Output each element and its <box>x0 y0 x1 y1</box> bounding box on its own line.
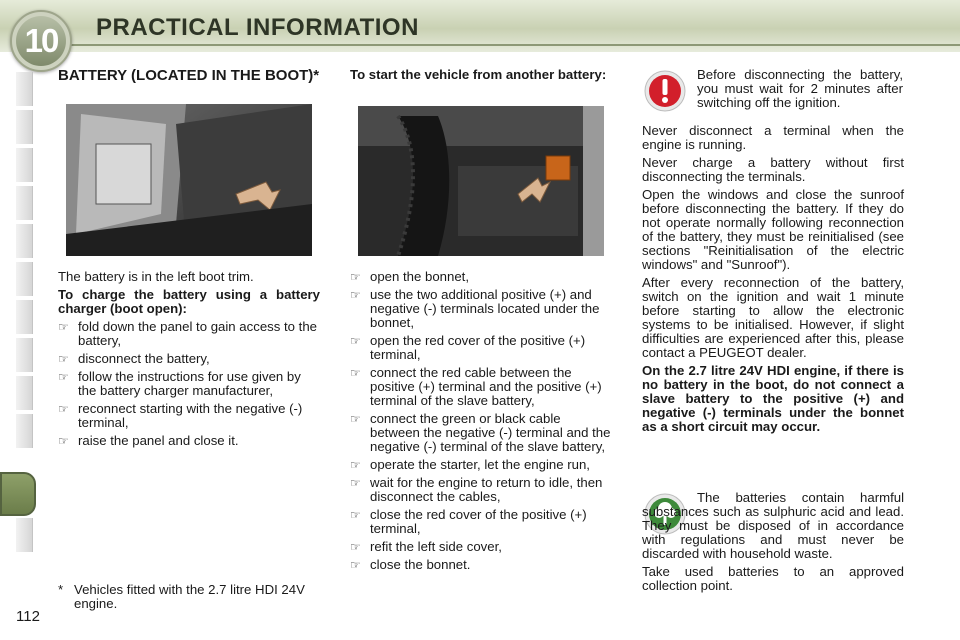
engine-illustration <box>358 106 604 256</box>
step-text: follow the instructions for use given by the battery charger manufacturer, <box>78 369 301 398</box>
pointing-hand-icon: ☞ <box>350 458 361 472</box>
chapter-tab[interactable] <box>16 186 33 220</box>
chapter-tab[interactable] <box>16 338 33 372</box>
pointing-hand-icon: ☞ <box>350 270 361 284</box>
boot-battery-photo <box>66 104 312 256</box>
step-text: close the bonnet. <box>370 557 471 572</box>
paragraph: After every reconnection of the battery, switch on the ignition and wait 1 minute before starting to allow the electronic systems to be initialised. However, if slight difficulties are experienced after this, please contact a PEUGEOT dealer. <box>642 275 904 360</box>
pointing-hand-icon: ☞ <box>58 320 69 334</box>
chapter-tab[interactable] <box>16 262 33 296</box>
pointing-hand-icon: ☞ <box>350 288 361 302</box>
charge-steps-list <box>58 320 320 448</box>
list-item <box>350 270 612 284</box>
environment-note <box>642 491 904 597</box>
list-item <box>350 412 612 454</box>
pointing-hand-icon: ☞ <box>350 508 361 522</box>
list-item <box>58 370 320 398</box>
step-text: refit the left side cover, <box>370 539 502 554</box>
battery-location-text: The battery is in the left boot trim. <box>58 269 254 284</box>
pointing-hand-icon: ☞ <box>350 476 361 490</box>
pointing-hand-icon: ☞ <box>350 334 361 348</box>
chapter-tab[interactable] <box>16 414 33 448</box>
list-item <box>58 402 320 430</box>
jump-start-steps-list <box>350 270 612 572</box>
list-item <box>350 476 612 504</box>
chapter-tabs <box>0 72 32 572</box>
step-text: fold down the panel to gain access to the battery, <box>78 319 318 348</box>
jump-start-heading: To start the vehicle from another battery: <box>350 67 607 82</box>
footnote <box>58 583 320 611</box>
list-item <box>58 352 320 366</box>
list-item <box>350 508 612 536</box>
pointing-hand-icon: ☞ <box>58 402 69 416</box>
paragraph: Open the windows and close the sunroof before disconnecting the battery. If they do not operate normally following reconnection of the battery, they must be reinitialised (see sections "Reinitialisation of the electric windows" and "Sunroof"). <box>642 187 904 272</box>
list-item <box>58 320 320 348</box>
page-title: PRACTICAL INFORMATION <box>96 14 419 41</box>
chapter-tab[interactable] <box>16 300 33 334</box>
list-item <box>350 288 612 330</box>
list-item <box>350 558 612 572</box>
exclamation-warning-icon <box>644 70 686 112</box>
list-item <box>350 334 612 362</box>
step-text: wait for the engine to return to idle, then disconnect the cables, <box>370 475 603 504</box>
collection-point-text: Take used batteries to an approved collection point. <box>642 564 904 593</box>
warning-note <box>697 68 903 114</box>
warning-text: Before disconnecting the battery, you must wait for 2 minutes after switching off the ignition. <box>697 67 903 110</box>
pointing-hand-icon: ☞ <box>58 370 69 384</box>
environment-text: The batteries contain harmful substances such as sulphuric acid and lead. They must be disposed of in accordance with regulations and must never be discarded with household waste. <box>642 490 904 561</box>
step-text: close the red cover of the positive (+) terminal, <box>370 507 587 536</box>
chapter-number: 10 <box>16 16 66 66</box>
pointing-hand-icon: ☞ <box>58 434 69 448</box>
pointing-hand-icon: ☞ <box>350 540 361 554</box>
chapter-tab-active[interactable] <box>0 472 36 516</box>
boot-illustration <box>66 104 312 256</box>
step-text: connect the green or black cable between the negative (-) terminal and the negative (-) terminal of the slave battery, <box>370 411 611 454</box>
chapter-tab[interactable] <box>16 72 33 106</box>
step-text: use the two additional positive (+) and negative (-) terminals located under the bonnet, <box>370 287 600 330</box>
chapter-badge <box>10 10 72 72</box>
step-text: open the bonnet, <box>370 269 469 284</box>
chapter-tab[interactable] <box>16 148 33 182</box>
pointing-hand-icon: ☞ <box>350 558 361 572</box>
page-number: 112 <box>16 608 40 625</box>
pointing-hand-icon: ☞ <box>58 352 69 366</box>
short-circuit-warning: On the 2.7 litre 24V HDI engine, if there is no battery in the boot, do not connect a slave battery to the positive (+) and negative (-) terminals under the bonnet as a short circuit may occur. <box>642 363 904 434</box>
chapter-tab[interactable] <box>16 518 33 552</box>
left-text <box>58 270 320 452</box>
pointing-hand-icon: ☞ <box>350 412 361 426</box>
paragraph: Never disconnect a terminal when the engine is running. <box>642 123 904 152</box>
left-column <box>58 68 320 88</box>
battery-heading: BATTERY (LOCATED IN THE BOOT)* <box>58 67 320 84</box>
step-text: operate the starter, let the engine run, <box>370 457 590 472</box>
middle-column <box>350 68 612 86</box>
step-text: reconnect starting with the negative (-) terminal, <box>78 401 303 430</box>
footnote-mark: * <box>58 582 64 597</box>
chapter-tab[interactable] <box>16 224 33 258</box>
footnote-text: Vehicles fitted with the 2.7 litre HDI 24V engine. <box>74 582 305 611</box>
middle-text <box>350 270 612 576</box>
chapter-tab[interactable] <box>16 376 33 410</box>
charge-subheading: To charge the battery using a battery charger (boot open): <box>58 287 320 316</box>
engine-bay-photo <box>358 106 604 256</box>
paragraph: Never charge a battery without first disconnecting the terminals. <box>642 155 904 184</box>
list-item <box>350 366 612 408</box>
step-text: disconnect the battery, <box>78 351 210 366</box>
pointing-hand-icon: ☞ <box>350 366 361 380</box>
header-rule <box>70 44 960 46</box>
right-text <box>642 124 904 438</box>
list-item <box>58 434 320 448</box>
list-item <box>350 458 612 472</box>
step-text: open the red cover of the positive (+) terminal, <box>370 333 586 362</box>
step-text: raise the panel and close it. <box>78 433 239 448</box>
step-text: connect the red cable between the positive (+) terminal and the positive (+) terminal of the slave battery, <box>370 365 602 408</box>
warning-icon-box <box>644 70 686 117</box>
list-item <box>350 540 612 554</box>
chapter-tab[interactable] <box>16 110 33 144</box>
